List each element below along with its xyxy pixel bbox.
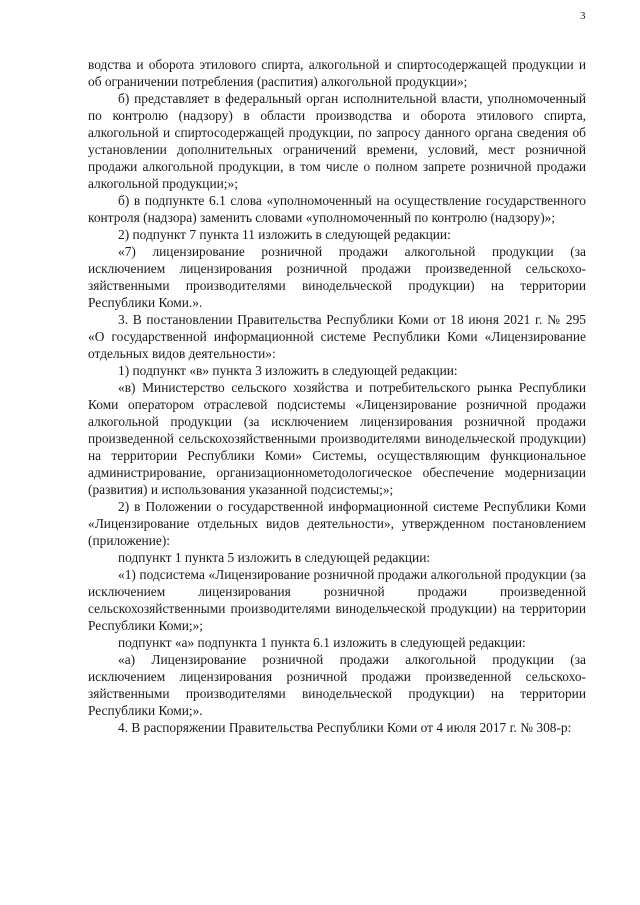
paragraph-item-2-regulation: 2) в Положении о государственной информационной системе Республики Коми «Лицензирование отдельных видов деятельности», утвержденном постановлением (приложение): [88, 499, 586, 548]
document-body [88, 56, 586, 736]
paragraph-quote-item-7: «7) лицензирование розничной продажи алкогольной продукции (за исключением лицензирования розничной продажи произведенной сельскохозяйственными производителями винодельческой продукции) на территории Республики Коми.». [88, 244, 586, 310]
page-number: 3 [580, 10, 586, 22]
paragraph-continuation: водства и оборота этилового спирта, алкогольной и спиртосодержащей продукции и об ограничении потребления (распития) алкогольной продукции»; [88, 57, 586, 89]
paragraph-quote-subsystem: «1) подсистема «Лицензирование розничной продажи алкогольной продукции (за исключением лицензирования розничной продажи произведенной сельскохозяйственными производителями винодельческой продукции) на территории Республики Коми;»; [88, 567, 586, 633]
paragraph-subclause-1-point-5: подпункт 1 пункта 5 изложить в следующей редакции: [118, 550, 431, 565]
paragraph-quote-item-v: «в) Министерство сельского хозяйства и потребительского рынка Республики Коми оператором отраслевой подсистемы «Лицензирование розничной продажи алкогольной продукции (за исключением лицензирования розничной продажи произведенной сельскохозяйственными производителями винодельческой продукции) на территории Республики Коми» Системы, осуществляющим функциональное администрирование, организационнометодологическое обеспечение модернизации (развития) и использования указанной подсистемы;»; [88, 380, 586, 497]
paragraph-item-1: 1) подпункт «в» пункта 3 изложить в следующей редакции: [118, 363, 458, 378]
paragraph-item-2: 2) подпункт 7 пункта 11 изложить в следующей редакции: [118, 227, 451, 242]
paragraph-item-b-represents: б) представляет в федеральный орган исполнительной власти, уполномоченный по контролю (надзору) в области производства и оборота этилового спирта, алкогольной и спиртосодержащей продукции, по запросу данного органа сведения об установлении дополнительных ограничений времени, условий, мест розничной продажи алкогольной продукции, в том числе о полном запрете розничной продажи алкогольной продукции;»; [88, 91, 586, 191]
paragraph-subclause-a-6-1: подпункт «а» подпункта 1 пункта 6.1 изложить в следующей редакции: [118, 635, 526, 650]
paragraph-quote-licensing: «а) Лицензирование розничной продажи алкогольной продукции (за исключением лицензирования розничной продажи произведенной сельскохозяйственными производителями винодельческой продукции) на территории Республики Коми;». [88, 652, 586, 718]
paragraph-section-4: 4. В распоряжении Правительства Республики Коми от 4 июля 2017 г. № 308-р: [118, 720, 572, 735]
paragraph-section-3: 3. В постановлении Правительства Республики Коми от 18 июня 2021 г. № 295 «О государственной информационной системе Республики Коми «Лицензирование отдельных видов деятельности»: [88, 312, 586, 361]
paragraph-item-b-subclause-6-1: б) в подпункте 6.1 слова «уполномоченный на осуществление государственного контроля (надзора) заменить словами «уполномоченный по контролю (надзору)»; [88, 193, 586, 225]
